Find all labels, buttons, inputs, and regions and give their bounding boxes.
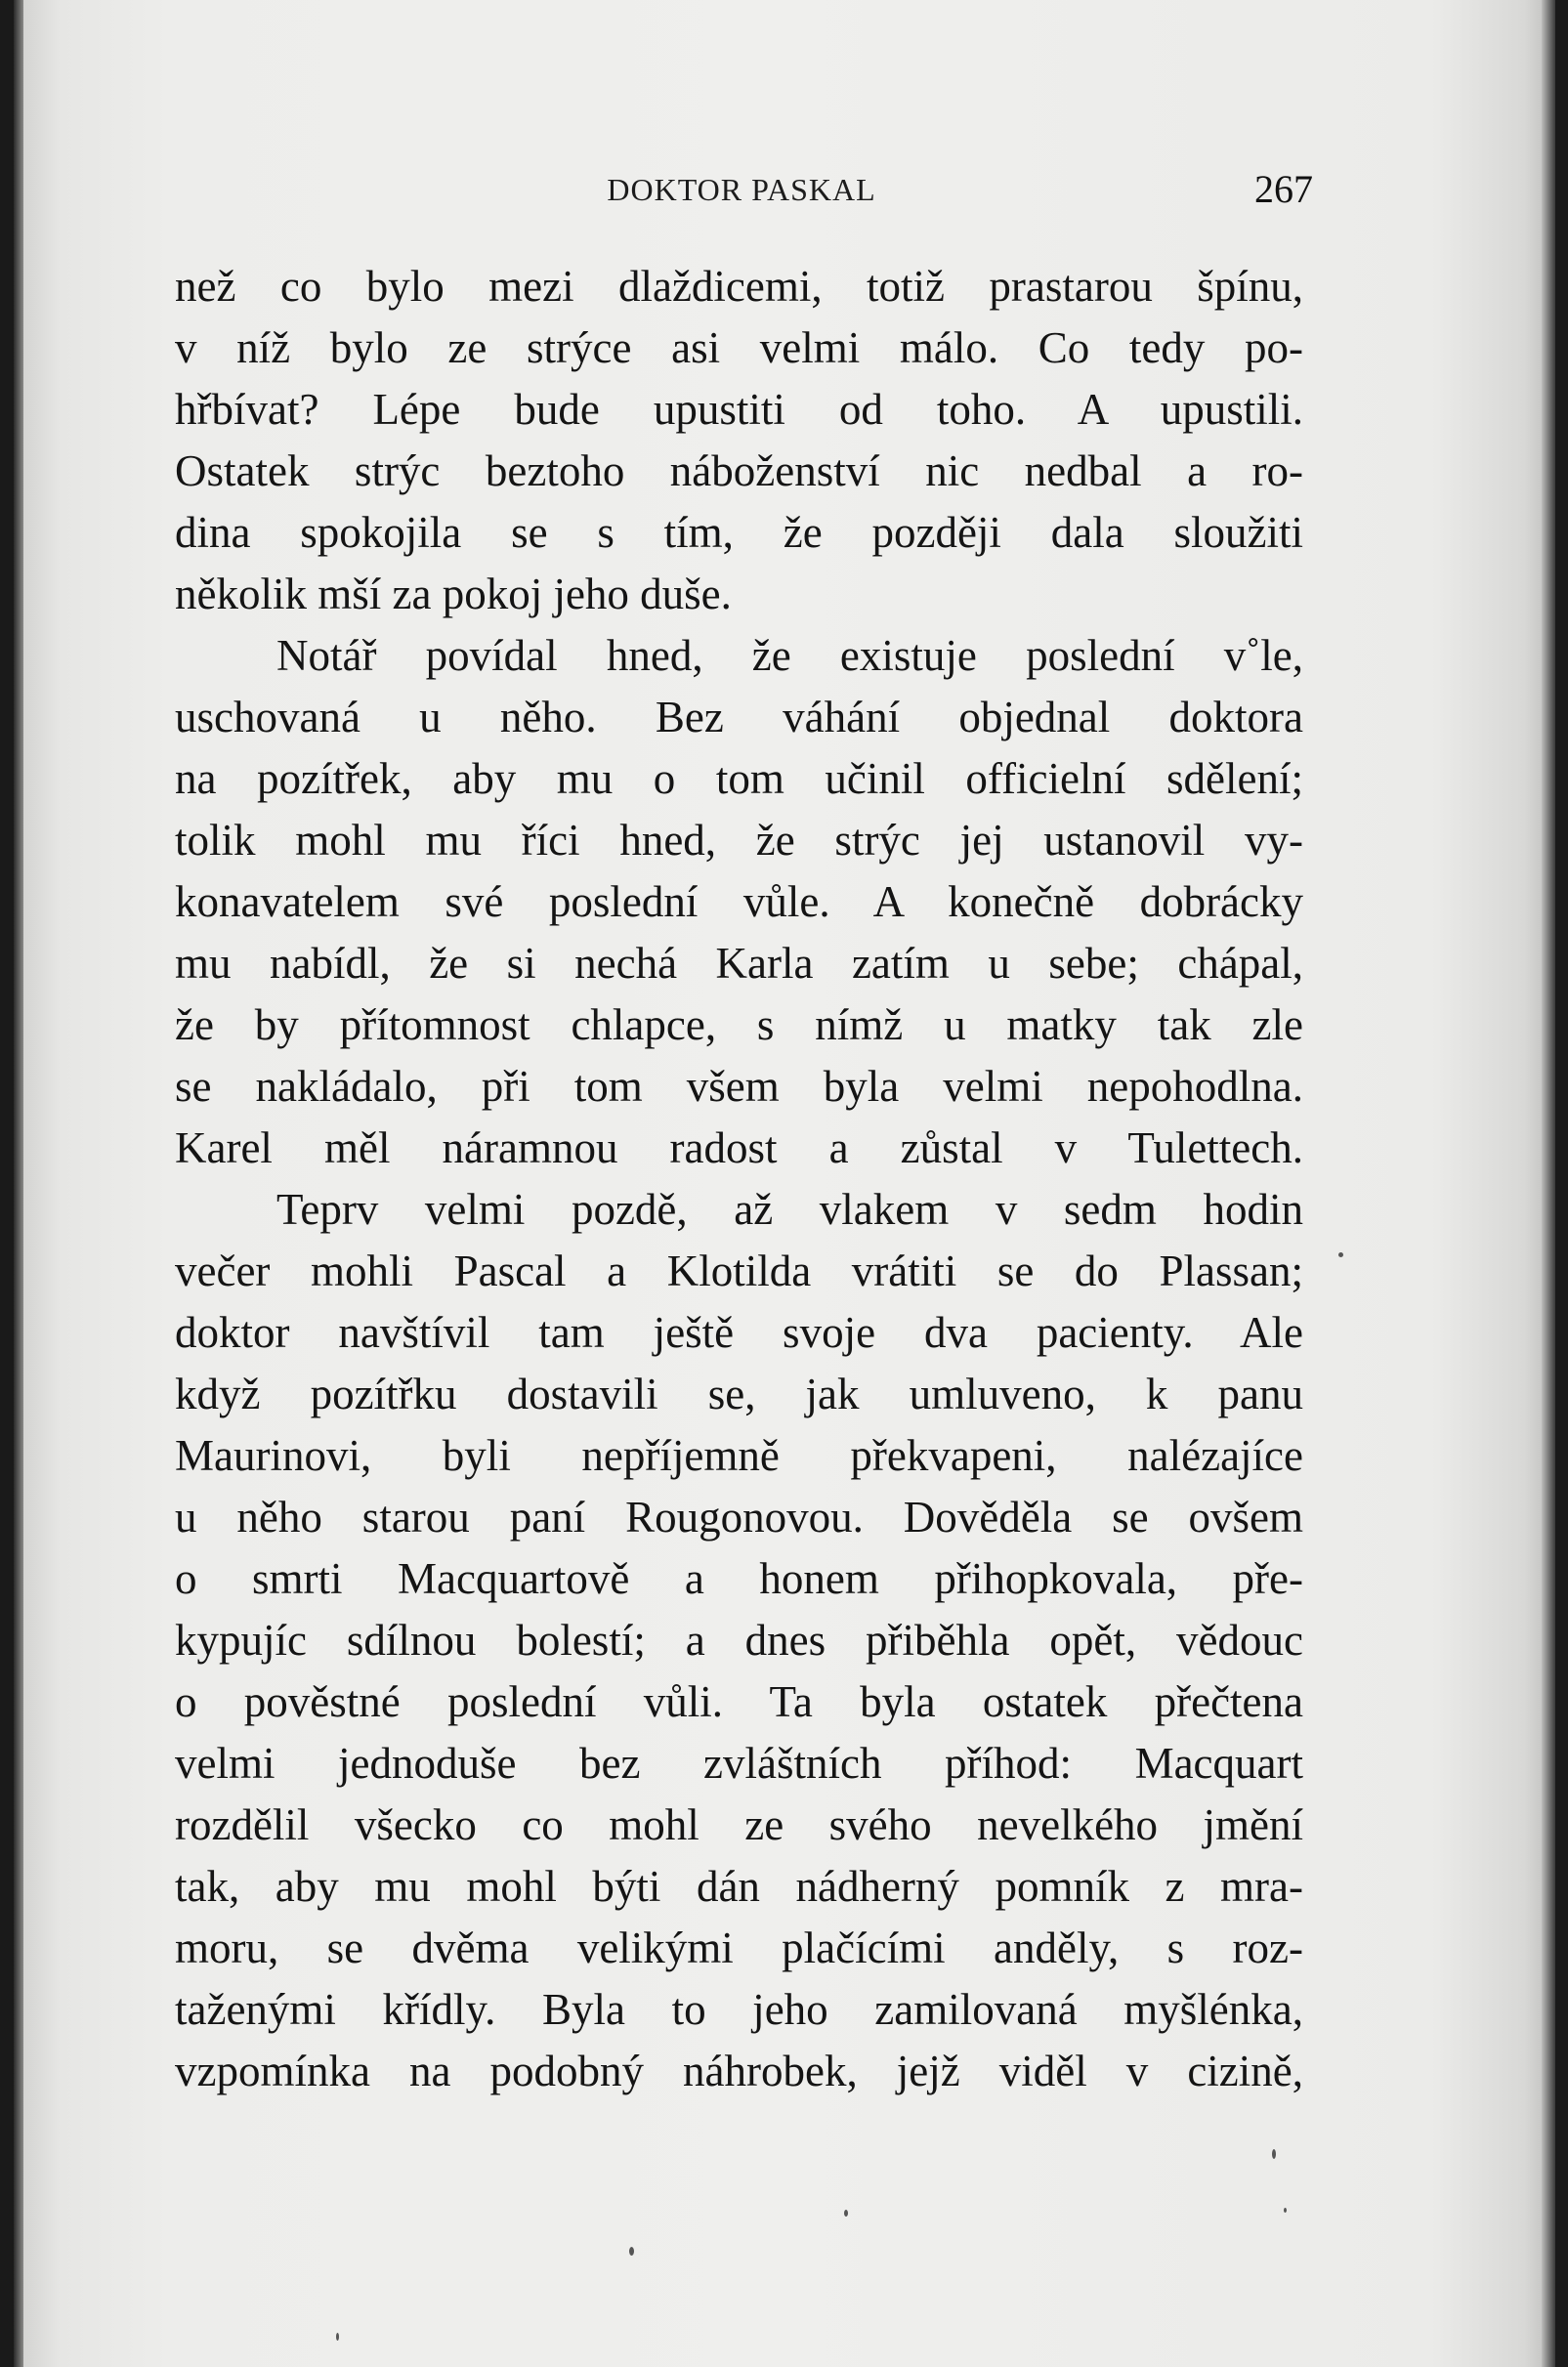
text-line: Teprv velmi pozdě, až vlakem v sedm hodin — [276, 1185, 1303, 1234]
text-line: Notář povídal hned, že existuje poslední v˚le, — [276, 631, 1303, 680]
text-line: že by přítomnost chlapce, s nímž u matky tak zle — [175, 1000, 1303, 1049]
running-head: DOKTOR PASKAL — [607, 172, 876, 207]
page-number: 267 — [1254, 167, 1313, 211]
text-line: rozdělil všecko co mohl ze svého nevelkého jmění — [175, 1800, 1303, 1849]
text-line: vzpomínka na podobný náhrobek, jejž viděl v cizině, — [175, 2047, 1303, 2095]
text-line: než co bylo mezi dlaždicemi, totiž prastarou špínu, — [175, 262, 1303, 311]
text-line: o pověstné poslední vůli. Ta byla ostatek přečtena — [175, 1677, 1303, 1726]
text-line: taženými křídly. Byla to jeho zamilovaná myšlénka, — [175, 1985, 1303, 2034]
text-line: tolik mohl mu říci hned, že strýc jej ustanovil vy- — [175, 816, 1303, 865]
text-line: několik mší za pokoj jeho duše. — [175, 570, 732, 618]
text-line: u něho starou paní Rougonovou. Dověděla se ovšem — [175, 1493, 1303, 1542]
text-line: moru, se dvěma velikými plačícími anděly, s roz- — [175, 1923, 1303, 1972]
text-line: velmi jednoduše bez zvláštních příhod: Macquart — [175, 1739, 1303, 1788]
text-line: když pozítřku dostavili se, jak umluveno, k panu — [175, 1370, 1303, 1418]
text-line: Ostatek strýc beztoho náboženství nic nedbal a ro- — [175, 446, 1303, 495]
text-line: večer mohli Pascal a Klotilda vrátiti se do Plassan; — [175, 1247, 1303, 1295]
text-line: dina spokojila se s tím, že později dala sloužiti — [175, 508, 1303, 557]
text-line: tak, aby mu mohl býti dán nádherný pomník z mra- — [175, 1862, 1303, 1911]
text-line: Maurinovi, byli nepříjemně překvapeni, nalézajíce — [175, 1431, 1303, 1480]
text-line: o smrti Macquartově a honem přihopkovala, pře- — [175, 1554, 1303, 1603]
text-line: doktor navštívil tam ještě svoje dva pacienty. Ale — [175, 1308, 1303, 1357]
text-line: v níž bylo ze strýce asi velmi málo. Co tedy po- — [175, 323, 1303, 372]
text-line: konavatelem své poslední vůle. A konečně dobrácky — [175, 877, 1303, 926]
text-line: se nakládalo, při tom všem byla velmi nepohodlna. — [175, 1062, 1303, 1111]
text-line: mu nabídl, že si nechá Karla zatím u sebe; chápal, — [175, 939, 1303, 988]
page-edge — [1542, 0, 1555, 2367]
text-line: kypujíc sdílnou bolestí; a dnes přiběhla opět, vědouc — [175, 1616, 1303, 1665]
text-line: na pozítřek, aby mu o tom učinil officielní sdělení; — [175, 754, 1303, 803]
text-line: uschovaná u něho. Bez váhání objednal doktora — [175, 693, 1303, 741]
text-line: hřbívat? Lépe bude upustiti od toho. A upustili. — [175, 385, 1303, 434]
book-page — [14, 0, 1555, 2367]
page-header — [170, 166, 1313, 215]
body-text — [175, 256, 1303, 2102]
spine-shadow — [14, 0, 23, 2367]
text-line: Karel měl náramnou radost a zůstal v Tulettech. — [175, 1123, 1303, 1172]
